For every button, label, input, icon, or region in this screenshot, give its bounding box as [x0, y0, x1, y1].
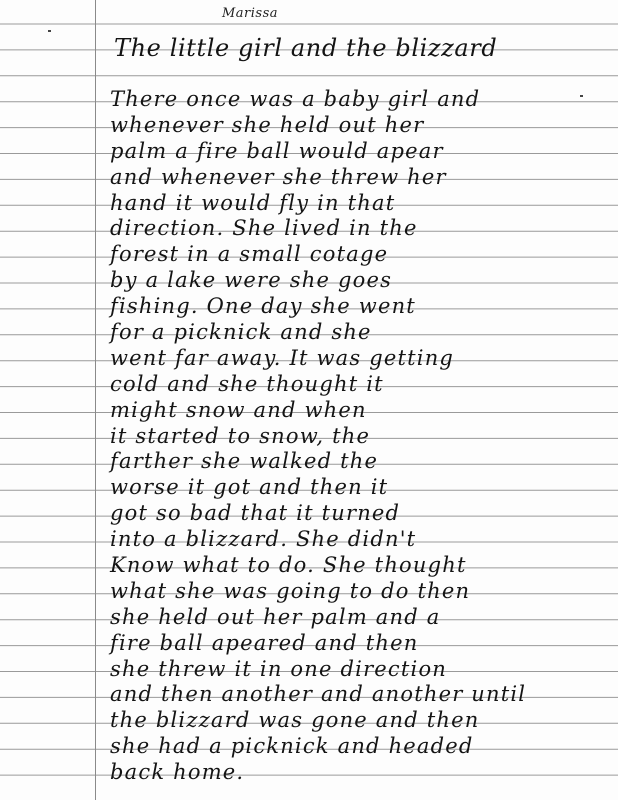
story-line: hand it would fly in that: [110, 190, 396, 215]
story-line: Know what to do. She thought: [110, 553, 467, 578]
story-line: into a blizzard. She didn't: [110, 527, 417, 552]
story-line: and whenever she threw her: [110, 164, 447, 189]
story-line: for a picknick and she: [110, 320, 372, 345]
story-line: by a lake were she goes: [110, 268, 393, 293]
story-line: what she was going to do then: [110, 578, 471, 603]
story-line: might snow and when: [110, 397, 367, 422]
story-line: There once was a baby girl and: [110, 87, 481, 111]
story-line: cold and she thought it: [110, 371, 384, 396]
story-line: forest in a small cotage: [110, 242, 389, 267]
story-line: farther she walked the: [110, 449, 379, 474]
pencil-mark: [48, 30, 51, 32]
story-line: she threw it in one direction: [110, 656, 448, 681]
author-name: Marissa: [222, 6, 279, 21]
story-line: went far away. It was getting: [110, 345, 455, 370]
story-title: The little girl and the blizzard: [114, 34, 498, 62]
story-line: back home.: [110, 760, 245, 785]
story-line: she had a picknick and headed: [110, 734, 474, 759]
pencil-mark: [580, 95, 583, 97]
margin-line: [95, 0, 96, 800]
story-line: direction. She lived in the: [110, 216, 418, 241]
story-line: palm a fire ball would apear: [110, 138, 444, 163]
story-line: fire ball apeared and then: [110, 630, 419, 655]
story-line: she held out her palm and a: [110, 604, 441, 629]
story-line: whenever she held out her: [110, 112, 425, 137]
story-line: and then another and another until: [110, 682, 527, 707]
story-text: [110, 87, 570, 786]
story-line: got so bad that it turned: [110, 501, 401, 526]
story-line: fishing. One day she went: [110, 294, 416, 319]
story-line: it started to snow, the: [110, 423, 371, 448]
story-line: the blizzard was gone and then: [110, 708, 480, 733]
story-line: worse it got and then it: [110, 475, 389, 500]
